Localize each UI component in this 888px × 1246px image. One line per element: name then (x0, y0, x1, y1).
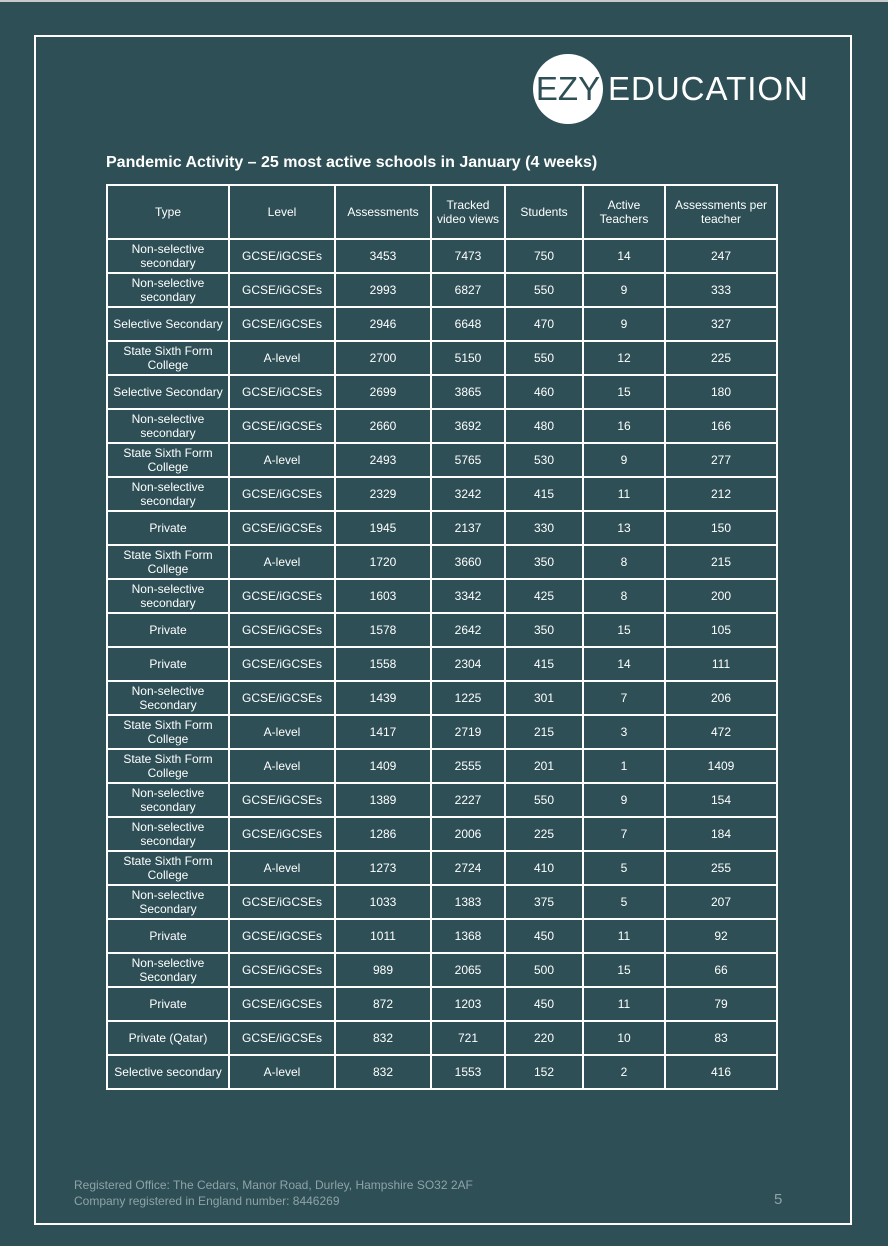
table-row (107, 647, 777, 681)
cell-assessments: 989 (335, 953, 431, 987)
cell-type: Non-selective Secondary (107, 885, 229, 919)
cell-level: A-level (229, 341, 335, 375)
logo-wordmark: EDUCATION (608, 70, 809, 107)
cell-assessments-per-teacher: 180 (665, 375, 777, 409)
cell-active-teachers: 1 (583, 749, 665, 783)
table-row (107, 953, 777, 987)
cell-video-views: 1368 (431, 919, 505, 953)
cell-assessments: 1558 (335, 647, 431, 681)
cell-assessments-per-teacher: 225 (665, 341, 777, 375)
cell-assessments-per-teacher: 166 (665, 409, 777, 443)
table-row (107, 987, 777, 1021)
column-header-level: Level (229, 185, 335, 239)
cell-active-teachers: 5 (583, 885, 665, 919)
cell-level: A-level (229, 545, 335, 579)
table-row (107, 749, 777, 783)
cell-assessments-per-teacher: 206 (665, 681, 777, 715)
page-title: Pandemic Activity – 25 most active schools in January (4 weeks) (106, 154, 598, 171)
cell-students: 550 (505, 273, 583, 307)
cell-type: Selective Secondary (107, 375, 229, 409)
cell-active-teachers: 13 (583, 511, 665, 545)
cell-assessments: 2660 (335, 409, 431, 443)
cell-video-views: 3692 (431, 409, 505, 443)
table-row (107, 715, 777, 749)
cell-assessments: 1945 (335, 511, 431, 545)
cell-active-teachers: 9 (583, 273, 665, 307)
cell-type: State Sixth Form College (107, 851, 229, 885)
cell-students: 425 (505, 579, 583, 613)
column-header-active-teachers: Active Teachers (583, 185, 665, 239)
cell-video-views: 3242 (431, 477, 505, 511)
cell-video-views: 6648 (431, 307, 505, 341)
cell-active-teachers: 5 (583, 851, 665, 885)
cell-active-teachers: 14 (583, 647, 665, 681)
cell-students: 330 (505, 511, 583, 545)
cell-type: State Sixth Form College (107, 749, 229, 783)
cell-students: 460 (505, 375, 583, 409)
schools-activity-table (106, 184, 778, 1090)
cell-level: GCSE/iGCSEs (229, 817, 335, 851)
cell-active-teachers: 15 (583, 613, 665, 647)
table-row (107, 681, 777, 715)
table-row (107, 273, 777, 307)
cell-assessments: 2993 (335, 273, 431, 307)
table-row (107, 783, 777, 817)
column-header-assessments: Assessments (335, 185, 431, 239)
cell-video-views: 2227 (431, 783, 505, 817)
cell-assessments: 1033 (335, 885, 431, 919)
cell-level: GCSE/iGCSEs (229, 987, 335, 1021)
cell-students: 215 (505, 715, 583, 749)
cell-assessments: 1389 (335, 783, 431, 817)
cell-students: 415 (505, 647, 583, 681)
column-header-tracked-video-views: Tracked video views (431, 185, 505, 239)
cell-type: Non-selective Secondary (107, 681, 229, 715)
cell-video-views: 3865 (431, 375, 505, 409)
cell-active-teachers: 2 (583, 1055, 665, 1089)
table-header-row (107, 185, 777, 239)
top-edge-strip (0, 0, 888, 2)
cell-assessments-per-teacher: 111 (665, 647, 777, 681)
cell-active-teachers: 14 (583, 239, 665, 273)
cell-level: GCSE/iGCSEs (229, 783, 335, 817)
cell-assessments-per-teacher: 255 (665, 851, 777, 885)
cell-assessments: 1578 (335, 613, 431, 647)
cell-students: 750 (505, 239, 583, 273)
cell-active-teachers: 10 (583, 1021, 665, 1055)
table-row (107, 341, 777, 375)
cell-students: 550 (505, 783, 583, 817)
cell-assessments: 1011 (335, 919, 431, 953)
cell-type: Private (107, 613, 229, 647)
cell-active-teachers: 8 (583, 545, 665, 579)
table-row (107, 443, 777, 477)
cell-level: A-level (229, 443, 335, 477)
table-row (107, 579, 777, 613)
footer-registered-office: Registered Office: The Cedars, Manor Road, Durley, Hampshire SO32 2AF (74, 1178, 473, 1192)
table-row (107, 511, 777, 545)
cell-type: Private (107, 919, 229, 953)
cell-assessments-per-teacher: 215 (665, 545, 777, 579)
cell-video-views: 7473 (431, 239, 505, 273)
logo-circle: EZY (533, 54, 603, 124)
cell-assessments: 2699 (335, 375, 431, 409)
cell-assessments: 1273 (335, 851, 431, 885)
ezy-education-logo (533, 55, 809, 123)
cell-active-teachers: 15 (583, 953, 665, 987)
cell-active-teachers: 7 (583, 681, 665, 715)
cell-level: GCSE/iGCSEs (229, 511, 335, 545)
footer-company-number: Company registered in England number: 8446269 (74, 1194, 340, 1208)
cell-assessments: 2493 (335, 443, 431, 477)
column-header-students: Students (505, 185, 583, 239)
cell-video-views: 2719 (431, 715, 505, 749)
cell-students: 415 (505, 477, 583, 511)
cell-type: State Sixth Form College (107, 443, 229, 477)
cell-level: A-level (229, 749, 335, 783)
cell-level: GCSE/iGCSEs (229, 239, 335, 273)
cell-assessments-per-teacher: 416 (665, 1055, 777, 1089)
table-row (107, 477, 777, 511)
cell-type: Non-selective secondary (107, 273, 229, 307)
cell-students: 201 (505, 749, 583, 783)
cell-type: Private (107, 511, 229, 545)
cell-students: 500 (505, 953, 583, 987)
cell-assessments-per-teacher: 66 (665, 953, 777, 987)
cell-level: A-level (229, 715, 335, 749)
cell-level: GCSE/iGCSEs (229, 613, 335, 647)
cell-video-views: 2642 (431, 613, 505, 647)
cell-video-views: 1383 (431, 885, 505, 919)
cell-students: 375 (505, 885, 583, 919)
cell-assessments-per-teacher: 472 (665, 715, 777, 749)
cell-assessments: 1286 (335, 817, 431, 851)
cell-assessments-per-teacher: 150 (665, 511, 777, 545)
cell-type: Non-selective secondary (107, 409, 229, 443)
cell-active-teachers: 7 (583, 817, 665, 851)
cell-assessments: 1603 (335, 579, 431, 613)
table-row (107, 885, 777, 919)
cell-active-teachers: 8 (583, 579, 665, 613)
cell-type: Non-selective Secondary (107, 953, 229, 987)
cell-video-views: 1225 (431, 681, 505, 715)
page-number: 5 (774, 1191, 783, 1208)
cell-level: GCSE/iGCSEs (229, 681, 335, 715)
cell-video-views: 1203 (431, 987, 505, 1021)
cell-students: 530 (505, 443, 583, 477)
cell-assessments: 1720 (335, 545, 431, 579)
cell-level: GCSE/iGCSEs (229, 273, 335, 307)
cell-assessments-per-teacher: 105 (665, 613, 777, 647)
cell-type: Private (107, 647, 229, 681)
table-row (107, 817, 777, 851)
cell-level: GCSE/iGCSEs (229, 477, 335, 511)
cell-active-teachers: 16 (583, 409, 665, 443)
cell-assessments-per-teacher: 333 (665, 273, 777, 307)
cell-assessments: 1417 (335, 715, 431, 749)
cell-students: 350 (505, 613, 583, 647)
column-header-assessments-per-teacher: Assessments per teacher (665, 185, 777, 239)
cell-type: Non-selective secondary (107, 477, 229, 511)
table-row (107, 307, 777, 341)
cell-assessments-per-teacher: 92 (665, 919, 777, 953)
cell-video-views: 5150 (431, 341, 505, 375)
cell-video-views: 3342 (431, 579, 505, 613)
cell-type: Selective Secondary (107, 307, 229, 341)
cell-students: 450 (505, 919, 583, 953)
cell-level: GCSE/iGCSEs (229, 375, 335, 409)
cell-type: Non-selective secondary (107, 783, 229, 817)
cell-assessments-per-teacher: 83 (665, 1021, 777, 1055)
cell-students: 470 (505, 307, 583, 341)
cell-active-teachers: 11 (583, 477, 665, 511)
cell-students: 152 (505, 1055, 583, 1089)
cell-assessments-per-teacher: 79 (665, 987, 777, 1021)
cell-assessments-per-teacher: 247 (665, 239, 777, 273)
cell-students: 220 (505, 1021, 583, 1055)
cell-video-views: 2555 (431, 749, 505, 783)
cell-students: 301 (505, 681, 583, 715)
cell-assessments: 832 (335, 1055, 431, 1089)
cell-students: 410 (505, 851, 583, 885)
cell-video-views: 721 (431, 1021, 505, 1055)
cell-active-teachers: 3 (583, 715, 665, 749)
cell-level: A-level (229, 851, 335, 885)
table-row (107, 851, 777, 885)
cell-video-views: 6827 (431, 273, 505, 307)
cell-active-teachers: 9 (583, 443, 665, 477)
cell-video-views: 2137 (431, 511, 505, 545)
table-row (107, 1055, 777, 1089)
cell-level: GCSE/iGCSEs (229, 409, 335, 443)
cell-active-teachers: 12 (583, 341, 665, 375)
cell-assessments: 2700 (335, 341, 431, 375)
cell-type: State Sixth Form College (107, 715, 229, 749)
cell-video-views: 2065 (431, 953, 505, 987)
cell-active-teachers: 9 (583, 307, 665, 341)
cell-video-views: 2304 (431, 647, 505, 681)
cell-students: 550 (505, 341, 583, 375)
cell-level: GCSE/iGCSEs (229, 919, 335, 953)
cell-level: GCSE/iGCSEs (229, 307, 335, 341)
table-row (107, 613, 777, 647)
table-row (107, 1021, 777, 1055)
cell-type: Private (Qatar) (107, 1021, 229, 1055)
table-row (107, 545, 777, 579)
cell-assessments-per-teacher: 207 (665, 885, 777, 919)
cell-type: State Sixth Form College (107, 545, 229, 579)
cell-level: GCSE/iGCSEs (229, 647, 335, 681)
cell-level: GCSE/iGCSEs (229, 885, 335, 919)
cell-assessments-per-teacher: 154 (665, 783, 777, 817)
cell-video-views: 5765 (431, 443, 505, 477)
footer-registration (74, 1177, 473, 1209)
cell-level: GCSE/iGCSEs (229, 1021, 335, 1055)
cell-assessments-per-teacher: 212 (665, 477, 777, 511)
cell-active-teachers: 11 (583, 987, 665, 1021)
column-header-type: Type (107, 185, 229, 239)
cell-students: 225 (505, 817, 583, 851)
cell-video-views: 2006 (431, 817, 505, 851)
table-row (107, 375, 777, 409)
cell-assessments-per-teacher: 1409 (665, 749, 777, 783)
cell-video-views: 2724 (431, 851, 505, 885)
cell-level: GCSE/iGCSEs (229, 579, 335, 613)
cell-students: 450 (505, 987, 583, 1021)
cell-type: Non-selective secondary (107, 579, 229, 613)
cell-type: Private (107, 987, 229, 1021)
table-row (107, 239, 777, 273)
cell-type: Non-selective secondary (107, 239, 229, 273)
cell-assessments: 832 (335, 1021, 431, 1055)
cell-assessments-per-teacher: 277 (665, 443, 777, 477)
cell-type: Non-selective secondary (107, 817, 229, 851)
cell-assessments: 1439 (335, 681, 431, 715)
cell-video-views: 1553 (431, 1055, 505, 1089)
cell-video-views: 3660 (431, 545, 505, 579)
cell-assessments: 3453 (335, 239, 431, 273)
cell-active-teachers: 11 (583, 919, 665, 953)
cell-students: 480 (505, 409, 583, 443)
table-row (107, 919, 777, 953)
cell-assessments-per-teacher: 200 (665, 579, 777, 613)
table-row (107, 409, 777, 443)
cell-assessments: 2329 (335, 477, 431, 511)
cell-active-teachers: 15 (583, 375, 665, 409)
cell-level: A-level (229, 1055, 335, 1089)
cell-assessments: 1409 (335, 749, 431, 783)
cell-assessments: 2946 (335, 307, 431, 341)
cell-type: Selective secondary (107, 1055, 229, 1089)
cell-level: GCSE/iGCSEs (229, 953, 335, 987)
cell-active-teachers: 9 (583, 783, 665, 817)
cell-assessments-per-teacher: 184 (665, 817, 777, 851)
cell-assessments: 872 (335, 987, 431, 1021)
cell-type: State Sixth Form College (107, 341, 229, 375)
cell-assessments-per-teacher: 327 (665, 307, 777, 341)
cell-students: 350 (505, 545, 583, 579)
